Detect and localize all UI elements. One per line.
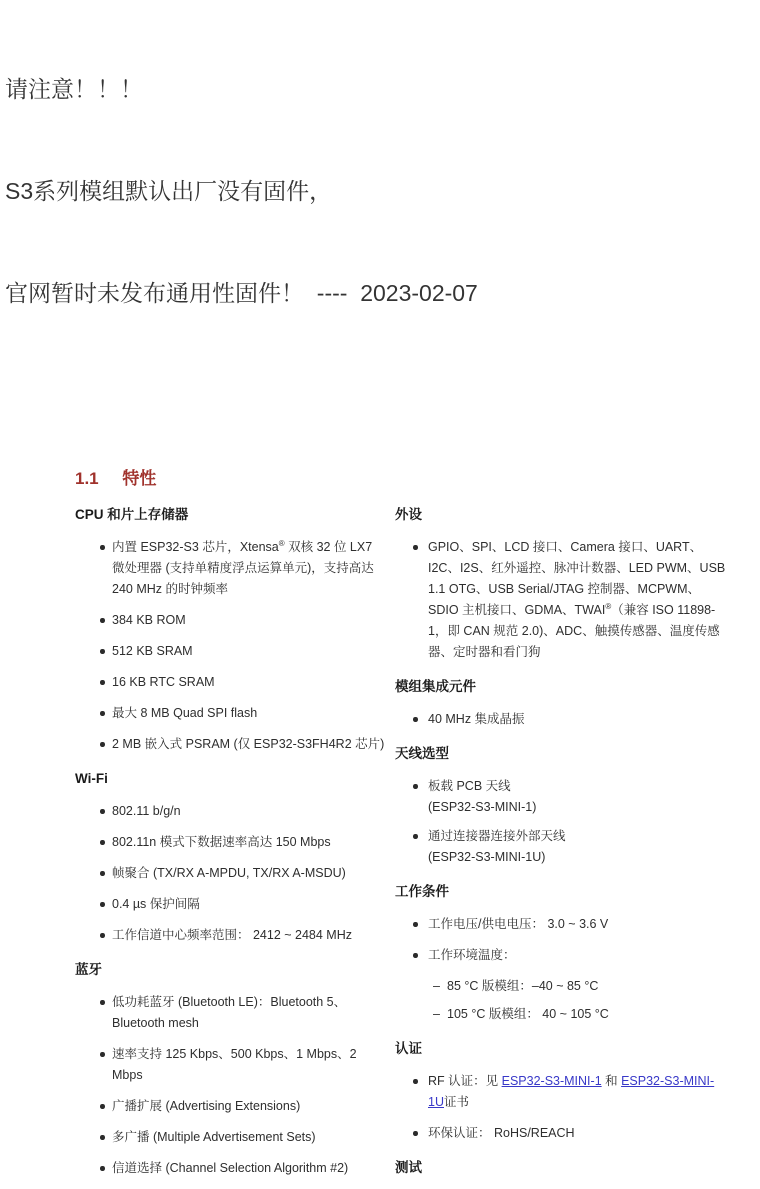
antenna-option-text: 板载 PCB 天线 — [428, 779, 511, 793]
list-item-peripherals — [395, 537, 728, 663]
heading-test: 测试 — [395, 1160, 422, 1175]
list-item-rtc-sram: 16 KB RTC SRAM — [75, 672, 385, 693]
registered-mark: ® — [278, 538, 285, 548]
temp-range-85: 85 °C 版模组：–40 ~ 85 °C — [447, 979, 599, 993]
section-number: 1.1 — [75, 469, 99, 488]
cpu-chip-text: 内置 ESP32-S3 芯片，Xtensa — [112, 540, 279, 554]
list-item-80211bgn: 802.11 b/g/n — [75, 801, 385, 822]
firmware-notice — [0, 0, 760, 378]
notice-line-2: S3系列模组默认出厂没有固件， — [5, 178, 333, 204]
section-heading — [75, 468, 728, 489]
cpu-chip-text-cont: 双核 32 位 LX7 微处理器 (支持单精度浮点运算单元)，支持高达 240 MHz 的时钟频率 — [112, 540, 374, 596]
list-item-adv-ext: 广播扩展 (Advertising Extensions) — [75, 1096, 385, 1117]
list-item-ambient-temp: 工作环境温度： — [395, 945, 728, 966]
link-esp32-s3-mini-1u[interactable]: ESP32-S3-MINI-1U — [428, 1074, 715, 1109]
list-item-external-antenna — [395, 826, 728, 868]
cpu-memory-list — [75, 537, 385, 755]
list-item-pcb-antenna — [395, 776, 728, 818]
sublist-item-105c — [395, 1004, 728, 1025]
rf-cert-text: RF 认证：见 — [428, 1074, 502, 1088]
notice-line-3: 官网暂时未发布通用性固件！ ---- 2023-02-07 — [5, 280, 478, 306]
rf-cert-suffix: 证书 — [443, 1095, 469, 1109]
heading-module-components: 模组集成元件 — [395, 679, 476, 694]
link-esp32-s3-mini-1[interactable]: ESP32-S3-MINI-1 — [501, 1074, 602, 1088]
sublist-item-85c — [395, 976, 728, 997]
peripherals-text-cont: （兼容 ISO 11898-1，即 CAN 规范 2.0)、ADC、触摸传感器、温度传感器、定时器和看门狗 — [428, 603, 720, 659]
list-item-rom: 384 KB ROM — [75, 610, 385, 631]
peripherals-text: GPIO、SPI、LCD 接口、Camera 接口、UART、I2C、I2S、红外遥控、脉冲计数器、LED PWM、USB 1.1 OTG、USB Serial/JTAG 控制器、MCPWM、SDIO 主机接口、GDMA、TWAI — [428, 540, 726, 617]
dash-marker: – — [433, 979, 440, 993]
heading-cpu-memory: CPU 和片上存储器 — [75, 507, 189, 522]
list-item-datarate: 802.11n 模式下数据速率高达 150 Mbps — [75, 832, 385, 853]
list-item-rf-cert — [395, 1071, 728, 1113]
list-item-sram: 512 KB SRAM — [75, 641, 385, 662]
feature-columns — [75, 507, 728, 1189]
peripherals-list — [395, 537, 728, 663]
antenna-list — [395, 776, 728, 868]
list-item-voltage: 工作电压/供电电压： 3.0 ~ 3.6 V — [395, 914, 728, 935]
certification-list — [395, 1071, 728, 1144]
heading-bluetooth: 蓝牙 — [75, 962, 102, 977]
heading-operating-conditions: 工作条件 — [395, 884, 449, 899]
antenna-option-text: 通过连接器连接外部天线 — [428, 829, 566, 843]
list-item-psram: 2 MB 嵌入式 PSRAM (仅 ESP32-S3FH4R2 芯片) — [75, 734, 385, 755]
list-item-aggregation: 帧聚合 (TX/RX A-MPDU, TX/RX A-MSDU) — [75, 863, 385, 884]
temp-range-105: 105 °C 版模组： 40 ~ 105 °C — [447, 1007, 609, 1021]
list-item-guard-interval: 0.4 µs 保护间隔 — [75, 894, 385, 915]
antenna-option-model: (ESP32-S3-MINI-1) — [428, 800, 537, 814]
temperature-sublist — [395, 976, 728, 1025]
heading-wifi: Wi-Fi — [75, 771, 108, 786]
list-item-green-cert: 环保认证： RoHS/REACH — [395, 1123, 728, 1144]
list-item-channel-sel: 信道选择 (Channel Selection Algorithm #2) — [75, 1158, 385, 1179]
rf-cert-conj: 和 — [601, 1074, 622, 1088]
list-item-flash: 最大 8 MB Quad SPI flash — [75, 703, 385, 724]
right-column — [395, 507, 728, 1189]
antenna-option-model: (ESP32-S3-MINI-1U) — [428, 850, 546, 864]
bluetooth-list — [75, 992, 385, 1179]
document-body — [75, 468, 728, 1189]
left-column — [75, 507, 385, 1189]
list-item-channel-freq: 工作信道中心频率范围： 2412 ~ 2484 MHz — [75, 925, 385, 946]
list-item-bt-rates: 速率支持 125 Kbps、500 Kbps、1 Mbps、2 Mbps — [75, 1044, 385, 1086]
dash-marker: – — [433, 1007, 440, 1021]
list-item-crystal: 40 MHz 集成晶振 — [395, 709, 728, 730]
list-item-cpu-chip — [75, 537, 385, 600]
registered-mark: ® — [605, 601, 612, 611]
heading-antenna: 天线选型 — [395, 746, 449, 761]
module-components-list — [395, 709, 728, 730]
list-item-ble: 低功耗蓝牙 (Bluetooth LE)：Bluetooth 5、Bluetooth mesh — [75, 992, 385, 1034]
heading-certification: 认证 — [395, 1041, 422, 1056]
operating-conditions-list — [395, 914, 728, 966]
list-item-multi-adv: 多广播 (Multiple Advertisement Sets) — [75, 1127, 385, 1148]
wifi-list — [75, 801, 385, 946]
notice-line-1: 请注意！！！ — [5, 76, 143, 102]
heading-peripherals: 外设 — [395, 507, 422, 522]
section-title-text: 特性 — [122, 469, 157, 488]
